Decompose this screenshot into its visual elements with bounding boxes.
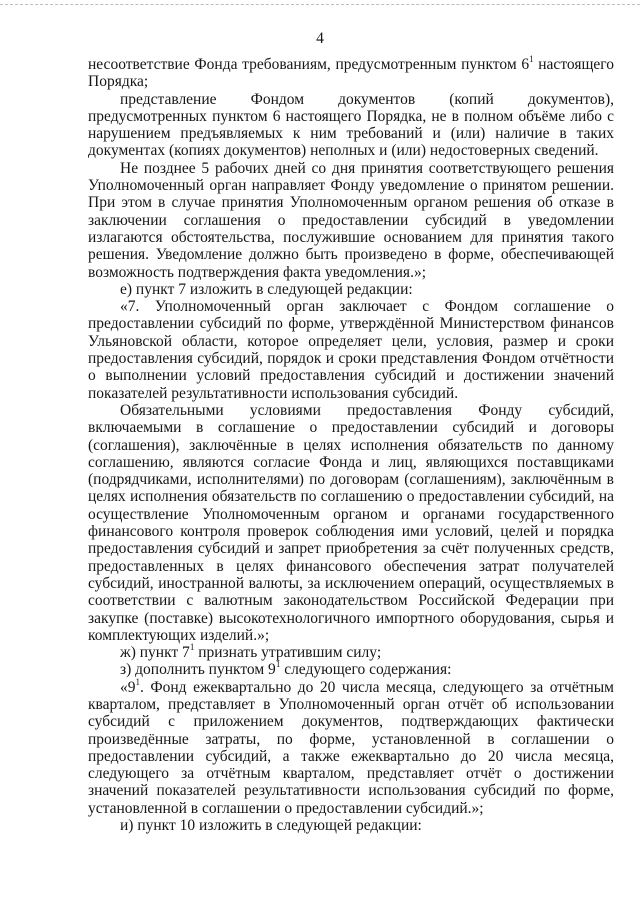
paragraph-1 (88, 56, 614, 91)
document-body (88, 56, 614, 834)
paragraph-6-text: Обязательными условиями предоставления Фонду субсидий, включаемыми в соглашение о предоставлении субсидий и договоры (соглашения), заключённые в целях исполнения обязательств по данному соглашению, являются согласие Фонда и лиц, являющихся поставщиками (подрядчиками, исполнителями) по договорам (соглашениям), заключённым в целях исполнения обязательств по соглашению о предоставлении субсидий, на осуществление Уполномоченным органом и органами государственного финансового контроля проверок соблюдения ими условий, целей и порядка предоставления субсидий и запрет приобретения за счёт полученных средств, предоставленных в целях финансового обеспечения затрат получателей субсидий, иностранной валюты, за исключением операций, осуществляемых в соответствии с валютным законодательством Российской Федерации при закупке (поставке) высокотехнологичного импортного оборудования, сырья и комплектующих изделий.»; (88, 401, 614, 644)
paragraph-10-text: и) пункт 10 изложить в следующей редакции: (120, 817, 422, 835)
paragraph-1-superscript: 1 (529, 54, 534, 64)
paragraph-5 (88, 298, 614, 402)
paragraph-9-superscript: 1 (135, 676, 140, 687)
paragraph-1-text-end: настоящего Порядка; (88, 56, 615, 91)
paragraph-8 (88, 661, 614, 678)
paragraph-4-text: е) пункт 7 изложить в следующей редакции: (120, 280, 413, 298)
paragraph-9 (88, 676, 614, 817)
paragraph-7-superscript: 1 (189, 642, 195, 653)
paragraph-7-text: ж) пункт 7 (120, 644, 190, 662)
paragraph-6 (88, 402, 614, 644)
page-number: 4 (316, 30, 324, 47)
paragraph-8-superscript: 1 (275, 659, 281, 670)
paragraph-9-text-end: . Фонд ежеквартально до 20 числа месяца, следующего за отчётным кварталом, представляет в Уполномоченный орган отчёт об использовании субсидий с приложением документов, подтверждающих фактически произведённые затраты, по форме, установленной в соглашении о предоставлении субсидий, а также ежеквартально до 20 числа месяца, следующего за отчётным кварталом, представляет отчёт о достижении значений показателей результативности использования субсидий по форме, установленной в соглашении о предоставлении субсидий.»; (88, 678, 614, 817)
paragraph-9-text: «9 (120, 678, 136, 696)
paragraph-5-text: «7. Уполномоченный орган заключает с Фондом соглашение о предоставлении субсидий по форме, утверждённой Министерством финансов Ульяновской области, которое определяет цели, условия, размер и сроки предоставления субсидий, порядок и сроки представления Фондом отчётности о выполнении условий предоставления субсидий и достижении значений показателей результативности использования субсидий. (88, 298, 614, 402)
paragraph-4 (88, 281, 614, 298)
paragraph-8-text-end: следующего содержания: (280, 661, 452, 679)
paragraph-7-text-end: признать утратившим силу; (194, 644, 382, 662)
paragraph-2 (88, 91, 614, 160)
paragraph-7 (88, 644, 614, 661)
paragraph-2-text: представление Фондом документов (копий документов), предусмотренных пунктом 6 настоящего Порядка, не в полном объёме либо с нарушением предъявляемых к ним требований и (или) наличие в таких документах (копиях документов) неполных и (или) недостоверных сведений. (88, 90, 614, 160)
paragraph-3-text: Не позднее 5 рабочих дней со дня принятия соответствующего решения Уполномоченный орган направляет Фонду уведомление о принятом решении. При этом в случае принятия Уполномоченным органом решения об отказе в заключении соглашения о предоставлении субсидий в уведомлении излагаются обстоятельства, послужившие основанием для принятия такого решения. Уведомление должно быть произведено в форме, обеспечивающей возможность подтверждения факта уведомления.»; (88, 159, 614, 281)
paragraph-3 (88, 160, 614, 281)
scan-top-edge (0, 4, 640, 5)
paragraph-8-text: з) дополнить пунктом 9 (120, 661, 276, 679)
paragraph-10 (88, 817, 614, 834)
paragraph-1-text: несоответствие Фонда требованиям, предусмотренным пунктом 6 (88, 56, 530, 73)
